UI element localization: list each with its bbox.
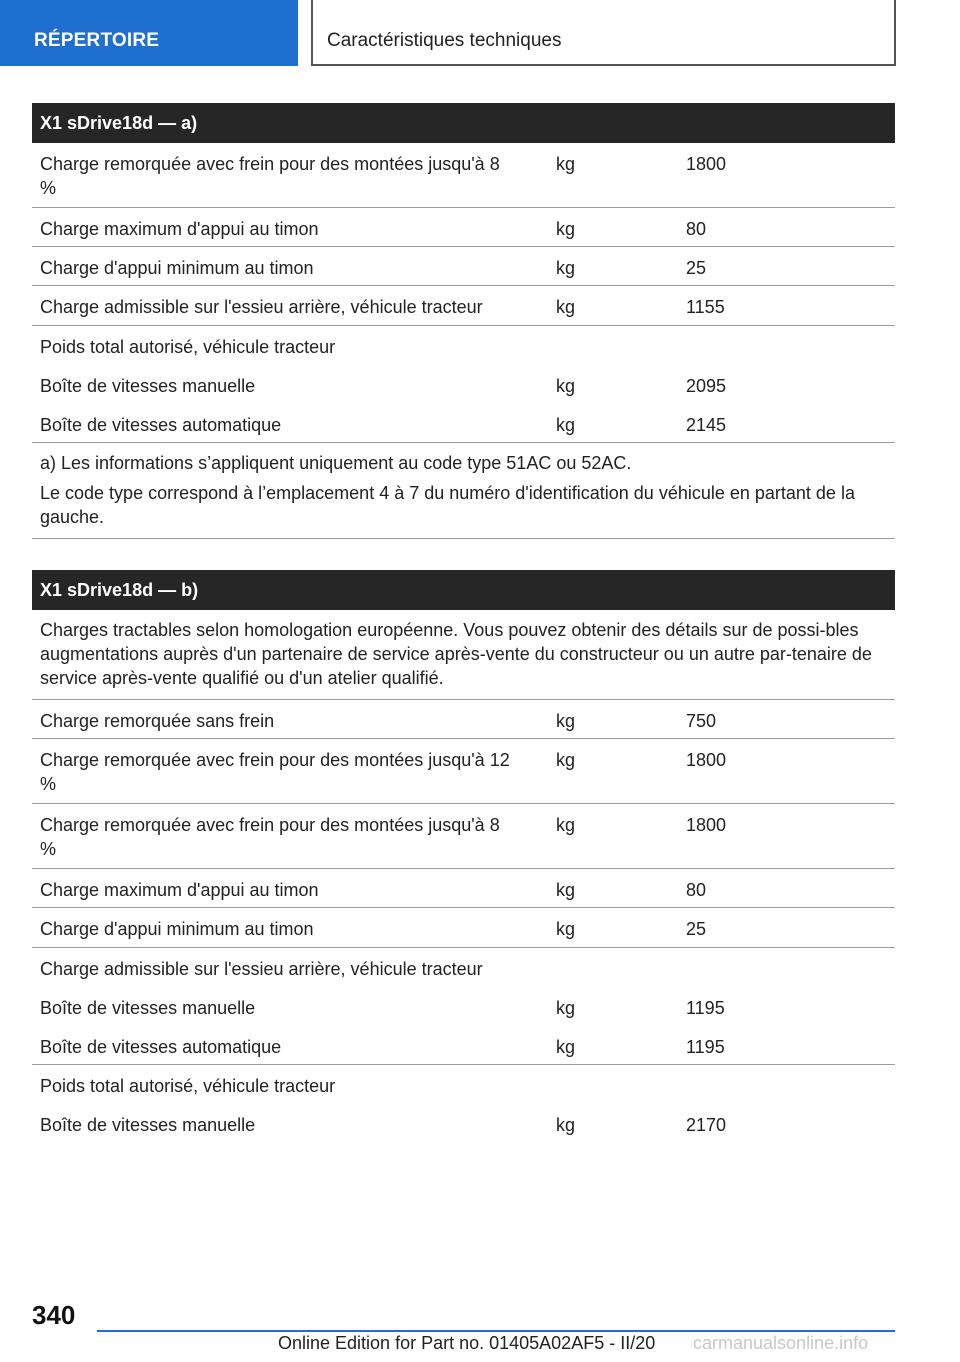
table-row <box>32 326 895 365</box>
row-value: 25 <box>686 919 707 939</box>
section-tab-label: RÉPERTOIRE <box>34 30 160 51</box>
row-label: Charge admissible sur l'essieu arrière, véhicule tracteur <box>40 297 483 317</box>
row-label: Charge remorquée avec frein pour des montées jusqu'à 8 % <box>40 154 500 198</box>
spec-table-b <box>32 570 895 1143</box>
table-row <box>32 1065 895 1104</box>
table-row <box>32 987 895 1026</box>
row-unit: kg <box>556 154 576 174</box>
section-tab[interactable] <box>0 0 298 66</box>
row-unit: kg <box>556 750 576 770</box>
table-row <box>32 247 895 286</box>
row-unit: kg <box>556 919 576 939</box>
row-unit: kg <box>556 1115 576 1135</box>
row-label: Poids total autorisé, véhicule tracteur <box>40 337 336 357</box>
footer-divider <box>97 1330 895 1332</box>
row-label: Boîte de vitesses automatique <box>40 415 282 435</box>
table-row <box>32 286 895 326</box>
page-number: 340 <box>32 1300 76 1330</box>
spec-table-a <box>32 103 895 539</box>
table-a-notes <box>32 443 895 539</box>
row-unit: kg <box>556 998 576 1018</box>
row-unit: kg <box>556 219 576 239</box>
row-label: Charge d'appui minimum au timon <box>40 258 314 278</box>
row-label: Charge admissible sur l'essieu arrière, véhicule tracteur <box>40 959 483 979</box>
row-unit: kg <box>556 880 576 900</box>
table-row <box>32 869 895 908</box>
table-b-title: X1 sDrive18d — b) <box>32 570 895 610</box>
table-row <box>32 365 895 404</box>
row-value: 2170 <box>686 1115 727 1135</box>
footnote: Le code type correspond à l’emplacement 4 à 7 du numéro d'identification du véhicule en partant de la gauche. <box>40 483 855 527</box>
row-unit: kg <box>556 1037 576 1057</box>
table-b-intro: Charges tractables selon homologation européenne. Vous pouvez obtenir des détails sur de possi-bles augmentations auprès d'un partenaire de service après-vente du constructeur ou un autre par-tenaire de service après-vente qualifié ou d'un atelier qualifié. <box>40 620 872 688</box>
row-label: Boîte de vitesses manuelle <box>40 1115 256 1135</box>
row-label: Boîte de vitesses manuelle <box>40 998 256 1018</box>
row-label: Charge remorquée sans frein <box>40 711 275 731</box>
row-label: Charge maximum d'appui au timon <box>40 880 319 900</box>
row-label: Poids total autorisé, véhicule tracteur <box>40 1076 336 1096</box>
row-value: 1800 <box>686 154 727 174</box>
row-label: Charge maximum d'appui au timon <box>40 219 319 239</box>
row-value: 1155 <box>686 297 725 317</box>
table-row <box>32 1104 895 1143</box>
row-value: 1800 <box>686 815 727 835</box>
footnote: a) Les informations s’appliquent uniquement au code type 51AC ou 52AC. <box>40 453 632 473</box>
section-title: Caractéristiques techniques <box>327 30 562 51</box>
table-a-title: X1 sDrive18d — a) <box>32 103 895 143</box>
row-unit: kg <box>556 711 576 731</box>
row-unit: kg <box>556 376 576 396</box>
table-row <box>32 208 895 247</box>
row-label: Boîte de vitesses manuelle <box>40 376 256 396</box>
row-value: 750 <box>686 711 717 731</box>
table-row <box>32 1026 895 1065</box>
row-unit: kg <box>556 258 576 278</box>
watermark: carmanualsonline.info <box>693 1333 869 1353</box>
row-value: 1195 <box>686 998 725 1018</box>
row-value: 1800 <box>686 750 727 770</box>
table-row <box>32 700 895 739</box>
row-value: 2095 <box>686 376 727 396</box>
row-label: Boîte de vitesses automatique <box>40 1037 282 1057</box>
row-value: 1195 <box>686 1037 725 1057</box>
table-row <box>32 908 895 948</box>
section-title-box <box>311 0 896 66</box>
table-row <box>32 404 895 443</box>
edition-text: Online Edition for Part no. 01405A02AF5 - II/20 <box>278 1333 656 1353</box>
table-row <box>32 804 895 869</box>
row-label: Charge d'appui minimum au timon <box>40 919 314 939</box>
row-unit: kg <box>556 297 576 317</box>
table-b-intro-row <box>32 610 895 700</box>
row-label: Charge remorquée avec frein pour des montées jusqu'à 12 % <box>40 750 510 794</box>
row-value: 25 <box>686 258 707 278</box>
row-unit: kg <box>556 415 576 435</box>
row-label: Charge remorquée avec frein pour des montées jusqu'à 8 % <box>40 815 500 859</box>
row-value: 80 <box>686 880 707 900</box>
row-unit: kg <box>556 815 576 835</box>
table-row <box>32 948 895 987</box>
row-value: 2145 <box>686 415 727 435</box>
row-value: 80 <box>686 219 707 239</box>
table-row <box>32 143 895 208</box>
table-row <box>32 739 895 804</box>
